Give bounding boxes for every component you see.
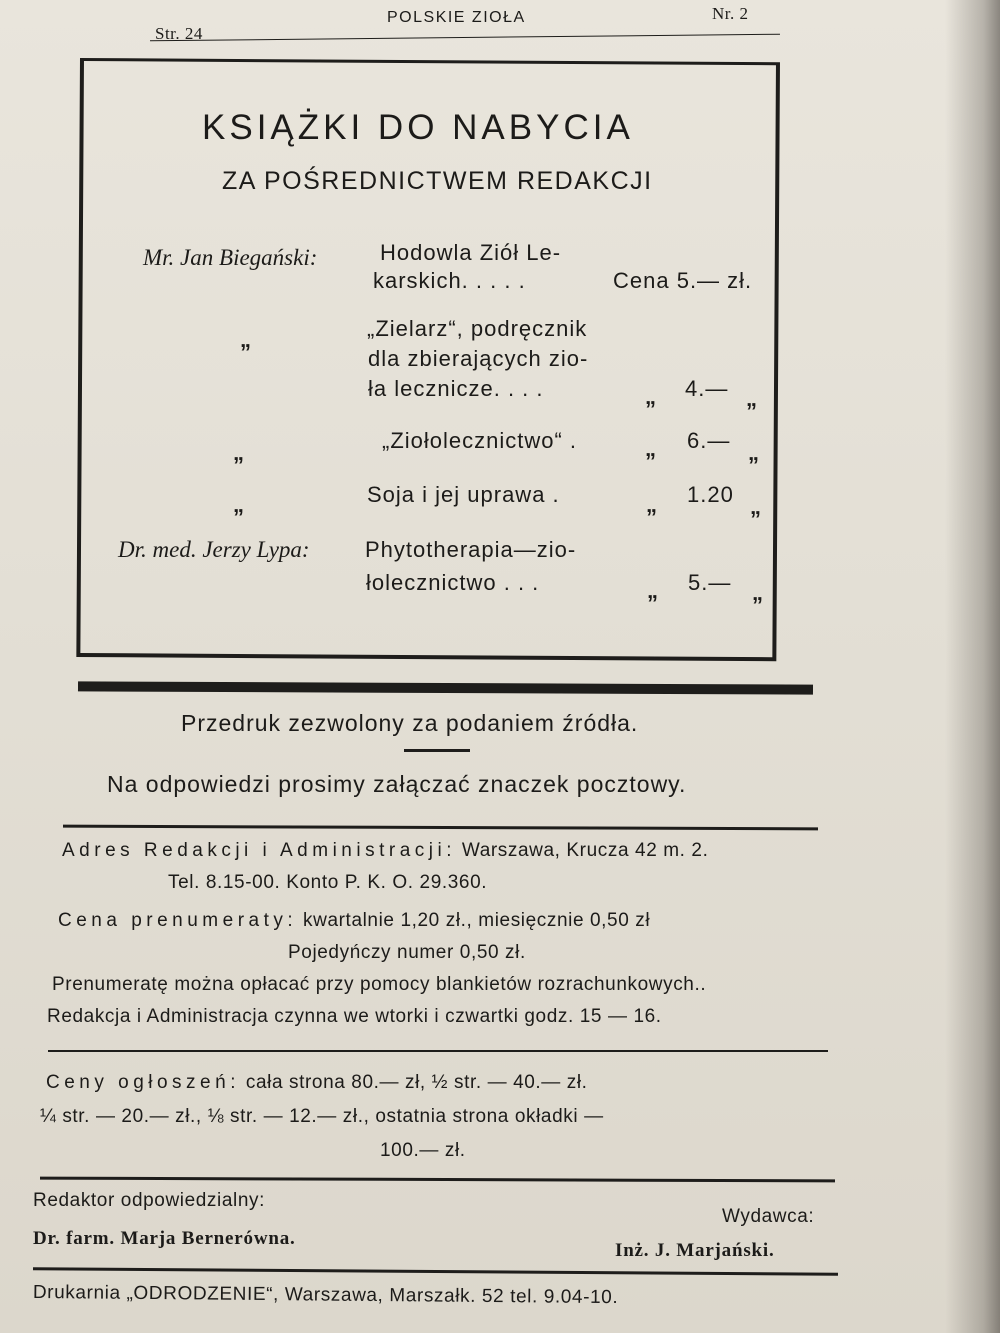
section-divider — [63, 825, 818, 831]
ditto-mark: „ — [746, 386, 757, 411]
address-value: Warszawa, Krucza 42 m. 2. — [461, 840, 709, 861]
book-title-line: Soja i jej uprawa . — [367, 482, 560, 507]
publisher-label: Wydawca: — [722, 1206, 815, 1227]
ditto-mark: „ — [750, 494, 761, 519]
payment-note: Prenumeratę można opłacać przy pomocy blankietów rozrachunkowych.. — [52, 974, 707, 995]
book-title-line: karskich. . . . . — [373, 268, 526, 293]
book-title-line: „Zielarz“, podręcznik — [367, 316, 588, 341]
book-title-line: Hodowla Ziół Le- — [380, 240, 562, 265]
section-divider — [40, 1177, 835, 1183]
page-shadow-edge — [945, 0, 1000, 1333]
address-phone: Tel. 8.15-00. Konto P. K. O. 29.360. — [168, 872, 488, 893]
ads-cover-price: 100.— zł. — [380, 1140, 466, 1161]
ditto-mark: „ — [233, 440, 244, 465]
office-hours: Redakcja i Administracja czynna we wtorki i czwartki godz. 15 — 16. — [47, 1006, 662, 1027]
editor-label: Redaktor odpowiedzialny: — [33, 1190, 265, 1211]
journal-title: POLSKIE ZIOŁA — [387, 9, 526, 26]
box-subtitle: ZA POŚREDNICTWEM REDAKCJI — [222, 167, 653, 195]
ditto-mark: „ — [646, 492, 657, 517]
book-price: 5.— — [688, 570, 732, 595]
address-label: Adres Redakcji i Administracji: — [62, 840, 456, 861]
author-lypa: Dr. med. Jerzy Lypa: — [118, 537, 310, 562]
printer-info: Drukarnia „ODRODZENIE“, Warszawa, Marszałk. 52 tel. 9.04-10. — [32, 1282, 619, 1309]
book-title-line: ła lecznicze. . . . — [368, 376, 544, 401]
ads-full-page: cała strona 80.— zł, ½ str. — 40.— zł. — [245, 1072, 588, 1093]
reprint-notice: Przedruk zezwolony za podaniem źródła. — [181, 710, 639, 736]
header-rule — [150, 34, 780, 42]
book-title-line: łolecznictwo . . . — [366, 570, 540, 595]
issue-number: Nr. 2 — [712, 4, 749, 23]
thick-divider — [78, 681, 813, 694]
short-divider — [404, 749, 470, 752]
footer-divider — [33, 1267, 838, 1276]
book-price: Cena 5.— zł. — [613, 268, 753, 293]
book-title-line: „Ziołolecznictwo“ . — [382, 428, 578, 453]
ditto-mark: „ — [752, 580, 763, 605]
publisher-name: Inż. J. Marjański. — [615, 1240, 775, 1261]
subscription-label: Cena prenumeraty: — [58, 910, 298, 931]
book-price: 4.— — [685, 376, 729, 401]
subscription-value: kwartalnie 1,20 zł., miesięcznie 0,50 zł — [303, 910, 651, 931]
ditto-mark: „ — [645, 384, 656, 409]
author-bieganski: Mr. Jan Biegański: — [143, 245, 318, 270]
ads-label: Ceny ogłoszeń: — [46, 1072, 240, 1093]
ditto-mark: „ — [645, 436, 656, 461]
ads-partial-page: ¼ str. — 20.— zł., ⅛ str. — 12.— zł., ostatnia strona okładki — — [40, 1106, 604, 1127]
editor-name: Dr. farm. Marja Bernerówna. — [33, 1228, 296, 1249]
ditto-mark: „ — [233, 492, 244, 517]
ditto-mark: „ — [647, 578, 658, 603]
book-title-line: dla zbierających zio- — [368, 346, 589, 371]
book-title-line: Phytotherapia—zio- — [365, 537, 577, 562]
page-number: Str. 24 — [155, 24, 203, 43]
book-price: 6.— — [687, 428, 731, 453]
stamp-notice: Na odpowiedzi prosimy załączać znaczek pocztowy. — [107, 771, 687, 797]
ditto-mark: „ — [240, 327, 251, 352]
single-issue-price: Pojedyńczy numer 0,50 zł. — [288, 942, 526, 963]
book-price: 1.20 — [687, 482, 734, 507]
box-title: KSIĄŻKI DO NABYCIA — [202, 108, 634, 147]
section-divider — [48, 1050, 828, 1052]
ditto-mark: „ — [748, 440, 759, 465]
